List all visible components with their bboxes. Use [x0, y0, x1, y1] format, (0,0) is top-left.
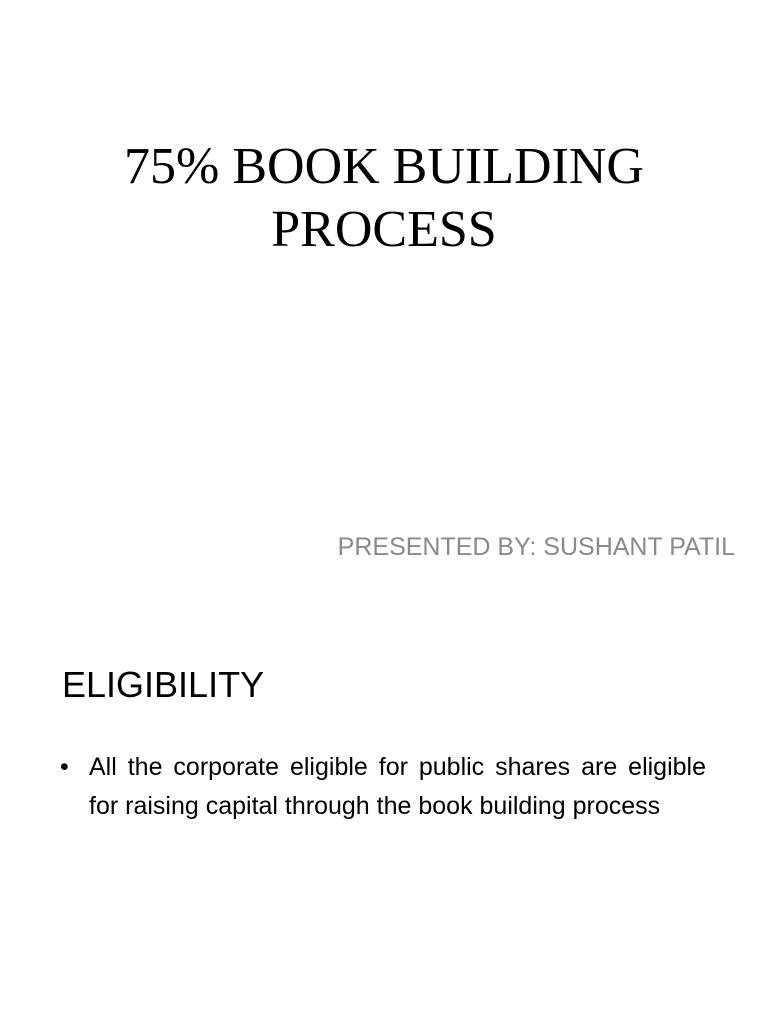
bullet-text: All the corporate eligible for public shares are eligible for raising capital through the book building process — [89, 753, 706, 820]
bullet-dot-icon: • — [60, 753, 69, 781]
slide-title-line-2: PROCESS — [271, 201, 497, 258]
slide-title-line-1: 75% BOOK BUILDING — [124, 138, 644, 195]
bullet-item — [60, 748, 706, 826]
section-heading: ELIGIBILITY — [62, 664, 265, 705]
presenter-subtitle: PRESENTED BY: SUSHANT PATIL — [337, 533, 735, 561]
bullet-list — [60, 748, 706, 826]
